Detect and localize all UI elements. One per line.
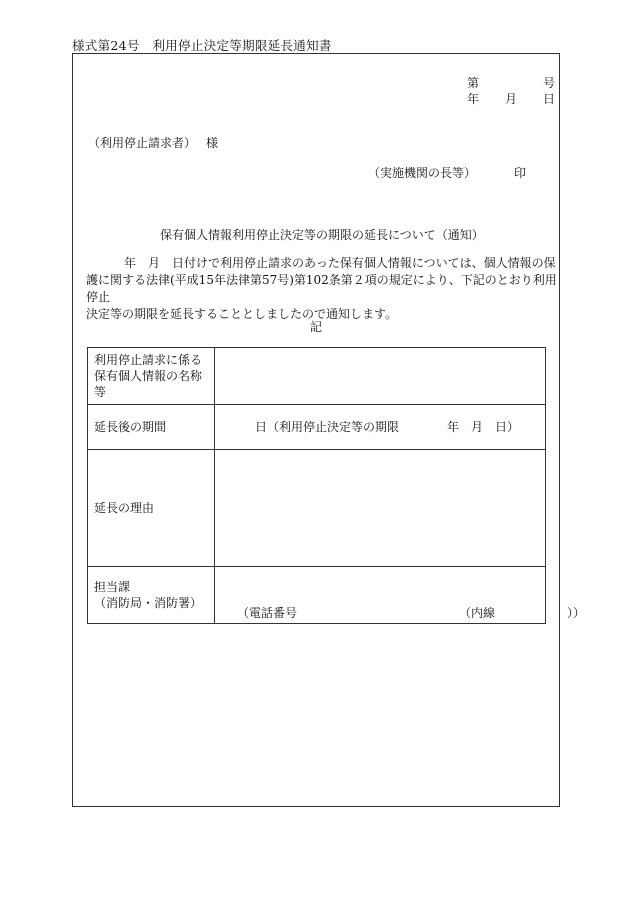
doc-number-dai: 第 <box>467 76 480 90</box>
date-day-label: 日 <box>543 92 556 106</box>
date-month-label: 月 <box>505 92 518 106</box>
extension-reason-label: 延長の理由 <box>88 450 215 567</box>
sender-label: （実施機関の長等） <box>368 166 477 180</box>
notice-body <box>86 255 558 323</box>
department-value[interactable] <box>215 567 586 624</box>
department-label-line-2: （消防局・消防署） <box>94 596 203 610</box>
notice-body-line-2: 護に関する法律(平成15年法律第57号)第102条第２項の規定により、下記のとおり利用停止 <box>86 273 557 304</box>
extension-period-value[interactable] <box>215 405 546 450</box>
notice-body-line-1: 年 月 日付けで利用停止請求のあった保有個人情報については、個人情報の保 <box>124 256 556 270</box>
info-name-value[interactable] <box>215 348 546 405</box>
table-row <box>88 450 546 567</box>
ki-heading: 記 <box>310 320 323 334</box>
table-row <box>88 567 546 624</box>
extension-reason-value[interactable] <box>215 450 546 567</box>
table-row <box>88 348 546 405</box>
telephone-line: （電話番号 （内線 ）） <box>237 606 586 620</box>
addressee-honorific: 様 <box>206 136 219 150</box>
details-table <box>87 347 586 624</box>
info-name-label: 利用停止請求に係る保有個人情報の名称等 <box>88 348 215 405</box>
addressee-label: （利用停止請求者） <box>88 136 197 150</box>
table-row <box>88 405 546 450</box>
date-year-label: 年 <box>467 92 480 106</box>
department-label-line-1: 担当課 <box>94 580 131 594</box>
department-label <box>88 567 215 624</box>
notice-title: 保有個人情報利用停止決定等の期限の延長について（通知） <box>160 228 484 242</box>
doc-number-go: 号 <box>543 76 556 90</box>
form-number-title: 様式第24号 利用停止決定等期限延長通知書 <box>72 38 332 53</box>
extension-period-label: 延長後の期間 <box>88 405 215 450</box>
notice-body-line-3: 決定等の期限を延長することとしましたので通知します。 <box>86 307 398 321</box>
seal-mark: 印 <box>514 166 527 180</box>
extension-period-text: 日（利用停止決定等の期限 年 月 日） <box>255 420 520 434</box>
